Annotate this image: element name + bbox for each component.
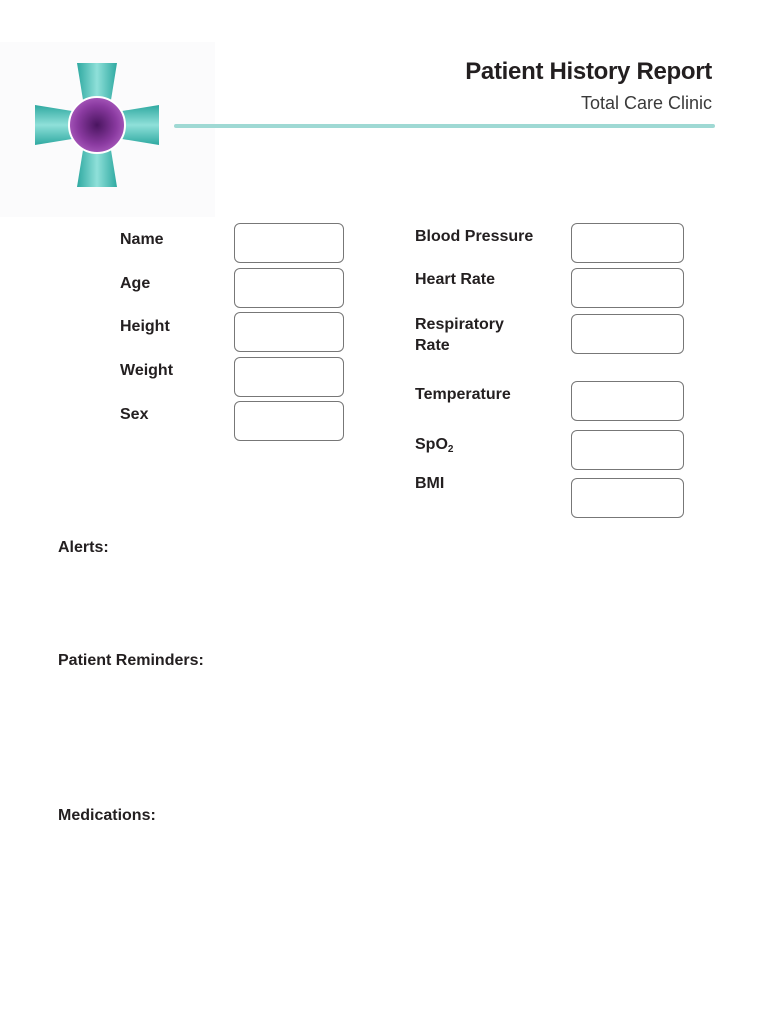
temperature-label: Temperature [415,386,511,403]
name-label: Name [120,231,164,248]
temperature-field[interactable] [571,381,684,421]
sex-field[interactable] [234,401,344,441]
medications-heading: Medications: [58,807,156,824]
spo2-label-text: SpO [415,436,448,453]
alerts-heading: Alerts: [58,539,109,556]
header-divider [174,124,715,128]
bmi-field[interactable] [571,478,684,518]
respiratory-rate-field[interactable] [571,314,684,354]
blood-pressure-label: Blood Pressure [415,228,534,245]
respiratory-rate-label: Respiratory Rate [415,316,504,354]
patient-reminders-heading: Patient Reminders: [58,652,204,669]
heart-rate-label: Heart Rate [415,271,496,288]
spo2-label-subscript: 2 [447,444,454,455]
bmi-label: BMI [415,475,445,492]
medical-cross-icon [32,60,162,190]
name-field[interactable] [234,223,344,263]
age-field[interactable] [234,268,344,308]
age-label: Age [120,275,151,292]
spo2-label [415,434,453,455]
heart-rate-field[interactable] [571,268,684,308]
height-field[interactable] [234,312,344,352]
page-title: Patient History Report [465,58,712,85]
height-label: Height [120,318,170,335]
clinic-name: Total Care Clinic [580,93,712,113]
weight-field[interactable] [234,357,344,397]
sex-label: Sex [120,406,149,423]
weight-label: Weight [120,362,174,379]
spo2-field[interactable] [571,430,684,470]
blood-pressure-field[interactable] [571,223,684,263]
